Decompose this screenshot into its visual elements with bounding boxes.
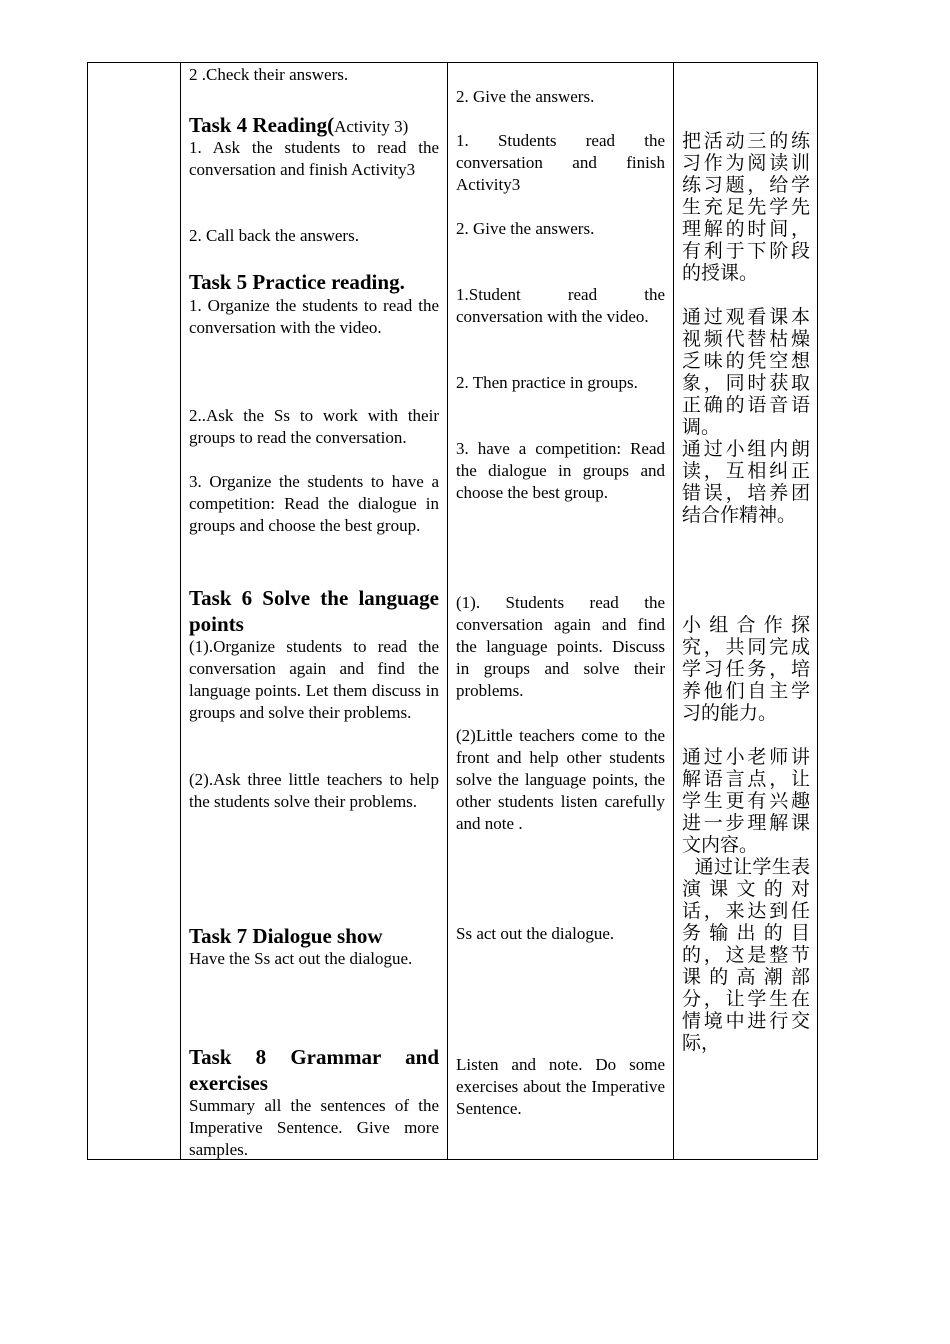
- give-answers-text: 2. Give the answers.: [456, 219, 595, 238]
- task5-item1: 1. Organize the students to read the conversation with the video.: [189, 296, 439, 337]
- note-reading-practice: 把活动三的练习作为阅读训练习题，给学生充足先学先理解的时间，有利于下阶段的授课。: [682, 130, 810, 284]
- check-answers-text: 2 .Check their answers.: [189, 65, 349, 84]
- little-teachers-text: (2)Little teachers come to the front and help other students solve the language points, the other students listen carefully and note .: [456, 726, 665, 833]
- note-little-teachers: 通过小老师讲解语言点，让学生更有兴趣进一步理解课文内容。: [682, 746, 810, 856]
- competition-text: 3. have a competition: Read the dialogue in groups and choose the best group.: [456, 439, 665, 502]
- note-group-inquiry: 小组合作探究，共同完成学习任务，培养他们自主学习的能力。: [682, 614, 810, 724]
- read-video-text: 1.Student read the conversation with the video.: [456, 285, 665, 326]
- give-answers-text: 2. Give the answers.: [456, 87, 595, 106]
- task6-item1: (1).Organize students to read the conversation again and find the language points. Let them discuss in groups and solve their problems.: [189, 637, 439, 722]
- note-group-reading: 通过小组内朗读，互相纠正错误，培养团结合作精神。: [682, 438, 810, 526]
- task8-heading: Task 8 Grammar and exercises: [189, 1045, 439, 1095]
- read-finish-text: 1. Students read the conversation and finish Activity3: [456, 131, 665, 194]
- practice-groups-text: 2. Then practice in groups.: [456, 373, 638, 392]
- task4-heading: [189, 112, 449, 140]
- task6-heading: Task 6 Solve the language points: [189, 586, 439, 636]
- task5-item2: 2..Ask the Ss to work with their groups to read the conversation.: [189, 406, 439, 447]
- task4-title: Task 4 Reading(: [189, 113, 335, 137]
- task4-item1: 1. Ask the students to read the conversation and finish Activity3: [189, 138, 439, 179]
- find-points-text: (1). Students read the conversation again and find the language points. Discuss in groups and solve their problems.: [456, 593, 665, 700]
- note-video: 通过观看课本视频代替枯燥乏味的凭空想象，同时获取正确的语音语调。: [682, 306, 810, 438]
- task5-heading: Task 5 Practice reading.: [189, 270, 405, 294]
- task5-item3: 3. Organize the students to have a competition: Read the dialogue in groups and choose the best group.: [189, 472, 439, 535]
- listen-note-text: Listen and note. Do some exercises about the Imperative Sentence.: [456, 1055, 665, 1118]
- task4-item2: 2. Call back the answers.: [189, 226, 359, 245]
- column-divider: [673, 63, 674, 1159]
- column-divider: [447, 63, 448, 1159]
- task7-item1: Have the Ss act out the dialogue.: [189, 949, 413, 968]
- task7-heading: Task 7 Dialogue show: [189, 924, 383, 948]
- note-dialogue-show: 通过让学生表演课文的对话，来达到任务输出的目的，这是整节课的高潮部分，让学生在情境中进行交际，: [682, 856, 810, 1054]
- task4-title-suffix: Activity 3): [334, 117, 409, 136]
- act-out-text: Ss act out the dialogue.: [456, 924, 615, 943]
- task8-item1: Summary all the sentences of the Imperative Sentence. Give more samples.: [189, 1096, 439, 1159]
- task6-item2: (2).Ask three little teachers to help the students solve their problems.: [189, 770, 439, 811]
- column-divider: [180, 63, 181, 1159]
